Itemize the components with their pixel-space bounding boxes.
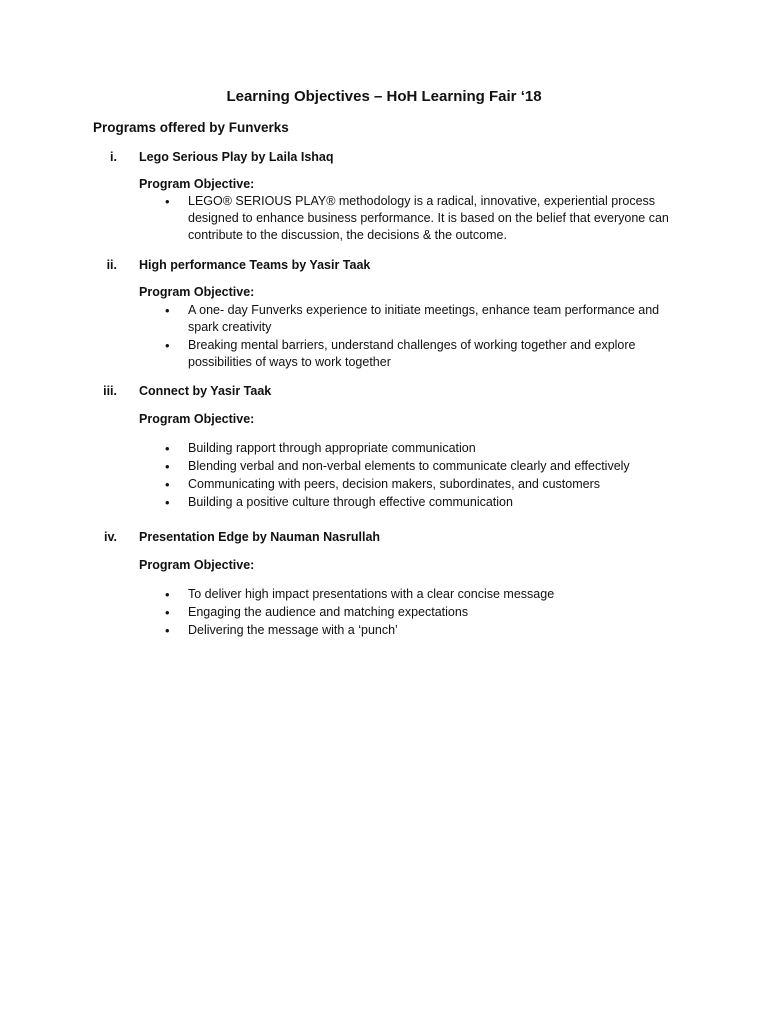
program-number: ii. bbox=[106, 258, 117, 272]
objective-list bbox=[160, 586, 680, 640]
program-number: iii. bbox=[103, 384, 117, 398]
objective-item: • To deliver high impact presentations with a clear concise message bbox=[160, 586, 680, 603]
objective-list bbox=[160, 193, 680, 245]
objective-item: • Building rapport through appropriate communication bbox=[160, 440, 680, 457]
program-number: iv. bbox=[104, 530, 117, 544]
objective-item: • Building a positive culture through effective communication bbox=[160, 494, 680, 511]
section-heading: Programs offered by Funverks bbox=[93, 120, 289, 135]
objective-item: • Communicating with peers, decision makers, subordinates, and customers bbox=[160, 476, 680, 493]
program-objective-label: Program Objective: bbox=[139, 558, 255, 572]
objective-item: • Delivering the message with a ‘punch’ bbox=[160, 622, 680, 639]
program-number: i. bbox=[110, 150, 117, 164]
objective-item: • Engaging the audience and matching expectations bbox=[160, 604, 680, 621]
objective-list bbox=[160, 302, 680, 372]
objective-item: • Blending verbal and non-verbal elements to communicate clearly and effectively bbox=[160, 458, 680, 475]
program-objective-label: Program Objective: bbox=[139, 412, 255, 426]
program-objective-label: Program Objective: bbox=[139, 285, 255, 299]
objective-item: • A one- day Funverks experience to initiate meetings, enhance team performance and spark creativity bbox=[160, 302, 680, 336]
program-title: Lego Serious Play by Laila Ishaq bbox=[139, 150, 334, 164]
program-title: Connect by Yasir Taak bbox=[139, 384, 272, 398]
objective-list bbox=[160, 440, 680, 512]
program-objective-label: Program Objective: bbox=[139, 177, 255, 191]
document-title: Learning Objectives – HoH Learning Fair ‘18 bbox=[226, 88, 542, 105]
program-title: High performance Teams by Yasir Taak bbox=[139, 258, 371, 272]
program-title: Presentation Edge by Nauman Nasrullah bbox=[139, 530, 381, 544]
objective-item: • LEGO® SERIOUS PLAY® methodology is a radical, innovative, experiential process designed to enhance business performance. It is based on the belief that everyone can contribute to the discussion, the decisions & the outcome. bbox=[160, 193, 680, 244]
objective-item: • Breaking mental barriers, understand challenges of working together and explore possibilities of ways to work together bbox=[160, 337, 680, 371]
